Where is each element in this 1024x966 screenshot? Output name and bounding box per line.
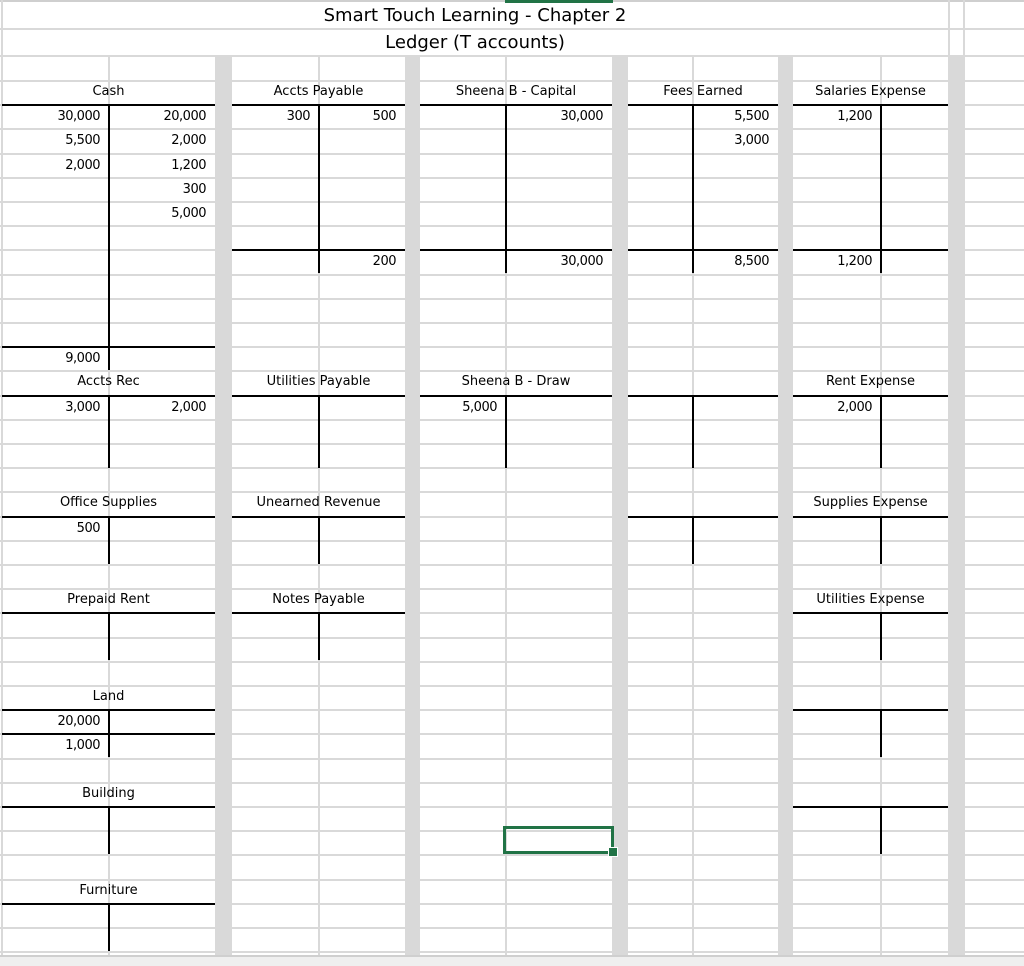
t-account-top-line — [793, 806, 948, 808]
t-account-stem — [692, 395, 694, 468]
account-title-unearned-revenue: Unearned Revenue — [256, 495, 381, 510]
gridline — [0, 298, 1024, 300]
selected-cell[interactable] — [503, 826, 614, 854]
t-account-stem — [880, 516, 882, 564]
column-gutter — [778, 56, 793, 955]
t-account-stem — [880, 806, 882, 854]
t-account-stem — [318, 249, 320, 273]
credit-entry[interactable]: 5,000 — [171, 206, 206, 221]
debit-entry[interactable]: 500 — [76, 521, 100, 536]
account-title-land: Land — [92, 689, 125, 704]
gridline — [0, 467, 1024, 469]
t-account-stem — [880, 612, 882, 660]
account-title-salaries-expense: Salaries Expense — [815, 84, 926, 99]
account-title-prepaid-rent: Prepaid Rent — [67, 592, 150, 607]
credit-balance[interactable]: 8,500 — [734, 254, 769, 269]
account-title-furniture: Furniture — [79, 883, 138, 898]
t-account-top-line — [628, 395, 778, 397]
gridline — [0, 443, 1024, 445]
column-gutter — [612, 56, 628, 955]
t-account-top-line — [793, 612, 948, 614]
t-account-stem — [108, 903, 110, 951]
gridline — [0, 951, 1024, 953]
credit-balance[interactable]: 200 — [372, 254, 396, 269]
credit-entry[interactable]: 500 — [372, 109, 396, 124]
account-title-accts-payable: Accts Payable — [273, 84, 364, 99]
debit-entry[interactable]: 20,000 — [57, 714, 100, 729]
debit-entry[interactable]: 30,000 — [57, 109, 100, 124]
gridline — [0, 225, 1024, 227]
gridline — [0, 854, 1024, 856]
fill-handle[interactable] — [608, 847, 618, 857]
sheet-subtitle: Ledger (T accounts) — [385, 32, 565, 53]
debit-entry[interactable]: 5,500 — [65, 133, 100, 148]
credit-entry[interactable]: 5,500 — [734, 109, 769, 124]
account-title-notes-payable: Notes Payable — [272, 592, 365, 607]
debit-entry[interactable]: 2,000 — [837, 400, 872, 415]
gridline — [0, 564, 1024, 566]
debit-entry[interactable]: 1,200 — [837, 109, 872, 124]
gridline — [0, 55, 1024, 57]
account-title-building: Building — [82, 786, 135, 801]
credit-entry[interactable]: 1,200 — [171, 158, 206, 173]
credit-entry[interactable]: 3,000 — [734, 133, 769, 148]
debit-balance[interactable]: 1,200 — [837, 254, 872, 269]
t-account-stem — [880, 104, 882, 249]
t-account-stem — [108, 516, 110, 564]
t-account-stem — [318, 612, 320, 660]
t-account-stem — [318, 516, 320, 564]
credit-entry[interactable]: 30,000 — [560, 109, 603, 124]
account-title-accts-rec: Accts Rec — [77, 374, 140, 389]
account-title-fees-earned: Fees Earned — [663, 84, 743, 99]
account-title-sheena-b-draw: Sheena B - Draw — [461, 374, 571, 389]
sheet-title: Smart Touch Learning - Chapter 2 — [323, 5, 627, 26]
credit-entry[interactable]: 300 — [182, 182, 206, 197]
gridline — [0, 661, 1024, 663]
column-gutter — [948, 56, 963, 955]
t-account-stem — [108, 612, 110, 660]
t-account-stem — [108, 346, 110, 370]
gridline — [0, 274, 1024, 276]
t-account-stem — [880, 395, 882, 468]
column-gutter — [215, 56, 232, 955]
t-account-stem — [108, 709, 110, 757]
column-gutter — [405, 56, 420, 955]
t-account-top-line — [793, 516, 948, 518]
gridline — [0, 419, 1024, 421]
account-title-supplies-expense: Supplies Expense — [813, 495, 928, 510]
gridline — [0, 758, 1024, 760]
debit-balance[interactable]: 9,000 — [65, 351, 100, 366]
debit-entry[interactable]: 3,000 — [65, 400, 100, 415]
credit-entry[interactable]: 2,000 — [171, 400, 206, 415]
credit-entry[interactable]: 2,000 — [171, 133, 206, 148]
account-title-office-supplies: Office Supplies — [59, 495, 158, 510]
account-title-sheena-b-capital: Sheena B - Capital — [455, 84, 577, 99]
gridline — [963, 0, 965, 955]
account-title-utilities-payable: Utilities Payable — [266, 374, 371, 389]
account-title-cash: Cash — [92, 84, 125, 99]
debit-entry[interactable]: 5,000 — [462, 400, 497, 415]
credit-entry[interactable]: 20,000 — [163, 109, 206, 124]
t-account-top-line — [628, 516, 778, 518]
account-title-utilities-expense: Utilities Expense — [816, 592, 925, 607]
gridline — [0, 540, 1024, 542]
debit-entry[interactable]: 300 — [286, 109, 310, 124]
t-account-stem — [505, 395, 507, 468]
debit-balance[interactable]: 1,000 — [65, 738, 100, 753]
t-account-stem — [880, 249, 882, 273]
t-account-stem — [318, 395, 320, 468]
credit-balance[interactable]: 30,000 — [560, 254, 603, 269]
t-account-stem — [692, 249, 694, 273]
gridline — [0, 927, 1024, 929]
account-title-rent-expense: Rent Expense — [825, 374, 916, 389]
horizontal-scrollbar[interactable] — [0, 955, 1024, 966]
t-account-stem — [880, 709, 882, 757]
gridline — [0, 322, 1024, 324]
t-account-stem — [108, 806, 110, 854]
gridline — [0, 637, 1024, 639]
t-account-top-line — [793, 709, 948, 711]
debit-entry[interactable]: 2,000 — [65, 158, 100, 173]
t-account-stem — [692, 516, 694, 564]
t-account-stem — [505, 249, 507, 273]
